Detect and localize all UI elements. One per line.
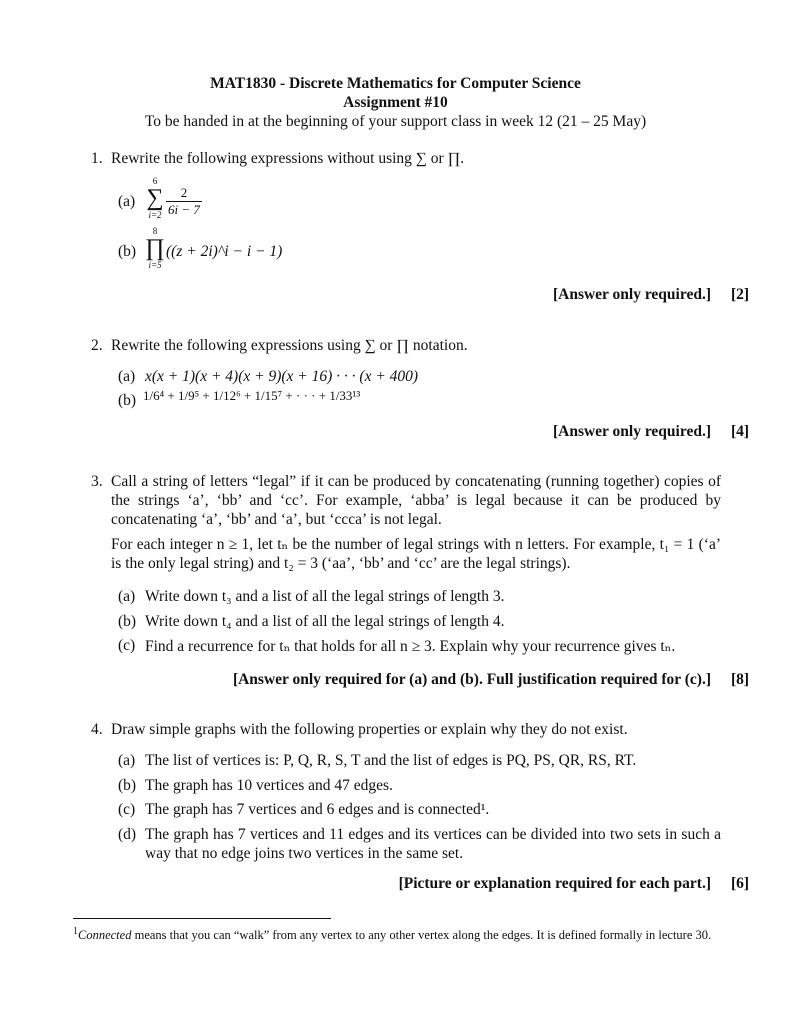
q1b-label: (b) [118,243,137,260]
q2-requirement: [Answer only required.] [552,423,711,440]
q2b-term: 1/15⁷ [254,388,283,403]
q4b-label: (b) [118,777,137,794]
q2b-term: 1/9⁵ [178,388,200,403]
q4-prompt: Draw simple graphs with the following properties or explain why they do not exist. [111,721,628,738]
q2b-term: 1/12⁶ [213,388,241,403]
q2b-term: 1/33¹³ [329,388,361,403]
q1a-label: (a) [118,193,136,210]
q4d-text: The graph has 7 vertices and 11 edges and its vertices can be divided into two sets in such a way that no edge joins two vertices in the same set. [145,826,721,862]
q2b-series: 1/6⁴ + 1/9⁵ + 1/12⁶ + 1/15⁷ + · · · + 1/33¹³ [143,388,361,403]
q1-marks: [2] [731,286,750,303]
q2-prompt: Rewrite the following expressions using ∑ or ∏ notation. [111,337,468,354]
due-note: To be handed in at the beginning of your support class in week 12 (21 – 25 May) [144,113,647,130]
q3b-label: (b) [118,613,137,630]
q2b-label: (b) [118,392,137,409]
q4-marks: [6] [731,875,750,892]
footnote [73,923,718,944]
footnote-text: means that you can “walk” from any vertex to any other vertex along the edges. It is defined formally in lecture 30. [131,928,712,943]
q3a-label: (a) [118,588,136,605]
sum-symbol: ∑ [146,185,164,211]
q3a-text: Write down t₃ and a list of all the legal strings of length 3. [145,588,505,605]
q4a-label: (a) [118,752,136,769]
q2a-expression: x(x + 1)(x + 4)(x + 9)(x + 16) · · · (x + 400) [145,368,419,385]
q3c-text: Find a recurrence for tₙ that holds for all n ≥ 3. Explain why your recurrence gives tₙ. [145,638,676,655]
assignment-title: Assignment #10 [343,94,448,111]
q4c-text: The graph has 7 vertices and 6 edges and is connected¹. [145,801,490,818]
q2b-term: 1/6⁴ [143,388,165,403]
q1a-upper: 6 [152,176,158,186]
q2a-label: (a) [118,368,136,385]
q1-requirement: [Answer only required.] [552,286,711,303]
q1-number: 1. [91,150,103,167]
product-symbol: ∏ [145,235,165,261]
q1b-product [145,226,165,270]
q2-number: 2. [91,337,103,354]
q3-requirement: [Answer only required for (a) and (b). Full justification required for (c).] [232,671,711,688]
q1b-expression: ((z + 2i)^i − i − 1) [166,243,283,260]
q1b-lower: i=5 [148,260,162,270]
q1a-fraction [166,185,202,218]
q3b-text: Write down t₄ and a list of all the legal strings of length 4. [145,613,505,630]
q1b-upper: 8 [152,226,158,236]
footnote-term: Connected [78,928,132,943]
q1a-lower: i=2 [148,210,162,220]
footnote-mark: 1 [73,926,78,937]
q4b-text: The graph has 10 vertices and 47 edges. [145,777,393,794]
q4-requirement: [Picture or explanation required for each part.] [398,875,711,892]
q1a-sum [145,176,165,220]
q1-prompt: Rewrite the following expressions without using ∑ or ∏. [111,150,465,167]
q3-marks: [8] [731,671,750,688]
q3-paragraph-2: For each integer n ≥ 1, let tₙ be the number of legal strings with n letters. For example, t₁ = 1 (‘a’ is the only legal string) and t₂ = 3 (‘aa’, ‘bb’ and ‘cc’ are the legal strings). [111,536,721,572]
q3c-label: (c) [118,637,136,654]
q3-paragraph-1: Call a string of letters “legal” if it can be produced by concatenating (running together) copies of the strings ‘a’, ‘bb’ and ‘cc’. For example, ‘abba’ is legal because it can be produced by concatenating ‘a’, ‘bb’ and ‘a’, but ‘ccca’ is not legal. [111,473,721,528]
q3-number: 3. [91,473,103,490]
q4a-text: The list of vertices is: P, Q, R, S, T and the list of edges is PQ, PS, QR, RS, RT. [145,752,637,769]
course-title: MAT1830 - Discrete Mathematics for Computer Science [210,75,581,92]
q4d-label: (d) [118,826,137,843]
q4c-label: (c) [118,801,136,818]
footnote-rule [73,918,331,919]
q1a-denominator: 6i − 7 [168,202,200,217]
q2-marks: [4] [731,423,750,440]
q4-number: 4. [91,721,103,738]
q1a-numerator: 2 [166,185,202,202]
